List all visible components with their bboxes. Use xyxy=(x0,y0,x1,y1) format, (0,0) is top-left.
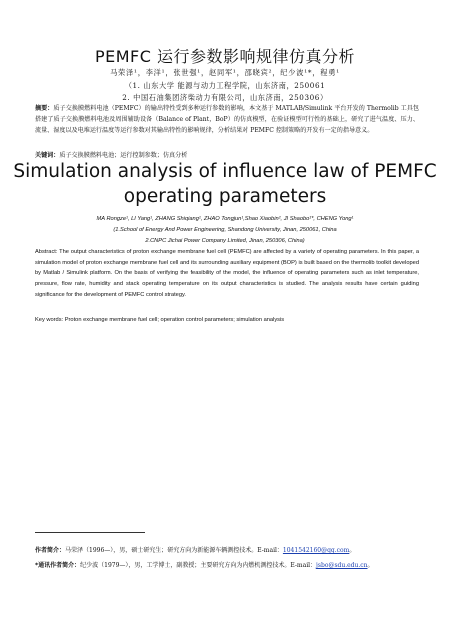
english-keywords-label: Key words: xyxy=(35,317,64,323)
chinese-abstract-text: 质子交换膜燃料电池（PEMFC）的输出特性受到多种运行参数的影响，本文基于 MATLAB/Simulink 平台开发的 Thermolib 工具包搭建了质子交换膜燃料电池及周围辅助设备（Balance of Plant，BoP）的仿真模型，在验证模型可行性的基础上，研究了进气温度、压力、流量、湿度以及电堆运行温度等运行参数对其输出特性的影响规律，分析结果对 PEMFC 控制策略的开发有一定的指导意义。 xyxy=(35,105,420,134)
author-footnote-text: 马荣泽（1996—），男，硕士研究生；研究方向为新能源车辆测控技术。E-mail： xyxy=(65,547,283,554)
english-keywords-text: Proton exchange membrane fuel cell; operation control parameters; simulation analysis xyxy=(64,317,285,323)
english-affiliation-2: 2.CNPC Jichai Power Company Limited, Jinan, 250306, China) xyxy=(145,238,305,244)
author-email-link[interactable]: 1041542160@qq.com xyxy=(282,547,350,554)
english-abstract-text: The output characteristics of proton exchange membrane fuel cell (PEMFC) are affected by a variety of operating parameters. In this paper, a simulation model of proton exchange membrane fuel cell and its surrounding auxiliary equipment (BOP) is built based on the thermolib toolkit developed by Matlab / Simulink platform. On the basis of verifying the feasibility of the model, the influence of operating parameters such as inlet temperature, pressure, flow rate, humidity and stack operating temperature on its output characteristics is studied. The analysis results have certain guiding significance for the development of PEMFC control strategy. xyxy=(35,249,419,298)
chinese-keywords-text: 质子交换膜燃料电池；运行控制参数；仿真分析 xyxy=(59,152,188,159)
chinese-abstract xyxy=(35,104,419,136)
english-abstract xyxy=(35,247,419,301)
author-footnote-label: 作者简介： xyxy=(35,547,66,554)
author-footnote xyxy=(35,545,425,554)
chinese-affiliation-2: 2. 中国石油集团济柴动力有限公司，山东济南，250306） xyxy=(122,93,328,102)
chinese-authors: 马荣泽¹，李洋¹，张世强¹，赵同军¹，邵晓宾²，纪少波¹*，程勇¹ xyxy=(110,68,340,77)
english-affiliation-1: (1.School of Energy And Power Engineering, Shandong University, Jinan, 250061, China xyxy=(113,227,337,233)
corresponding-author-footnote xyxy=(35,560,425,569)
chinese-keywords-label: 关键词： xyxy=(35,152,60,159)
chinese-keywords xyxy=(35,150,419,159)
chinese-affiliation-1: （1. 山东大学 能源与动力工程学院，山东济南，250061 xyxy=(124,81,326,90)
corresponding-footnote-text: 纪少波（1979—），男，工学博士，副教授；主要研究方向为内燃机测控技术。E-mail： xyxy=(80,562,317,569)
english-keywords xyxy=(35,317,419,323)
chinese-title: PEMFC 运行参数影响规律仿真分析 xyxy=(94,47,356,66)
corresponding-footnote-end: 。 xyxy=(367,562,374,569)
english-abstract-label: Abstract: xyxy=(35,249,58,255)
english-title-line-1: Simulation analysis of influence law of PEMFC xyxy=(13,161,437,182)
corresponding-footnote-label: *通讯作者简介： xyxy=(35,562,81,569)
author-footnote-end: 。 xyxy=(349,547,356,554)
english-authors: MA Rongze¹, LI Yang¹, ZHANG Shiqiang¹, ZHAO Tongjun¹,Shao Xiaobin², JI Shaobo¹*, CHENG Yong¹ xyxy=(96,216,354,222)
footnote-divider xyxy=(35,532,145,533)
chinese-abstract-label: 摘要： xyxy=(35,105,54,112)
corresponding-email-link[interactable]: jsbo@sdu.edu.cn xyxy=(316,562,368,569)
english-title-line-2: operating parameters xyxy=(123,186,327,207)
